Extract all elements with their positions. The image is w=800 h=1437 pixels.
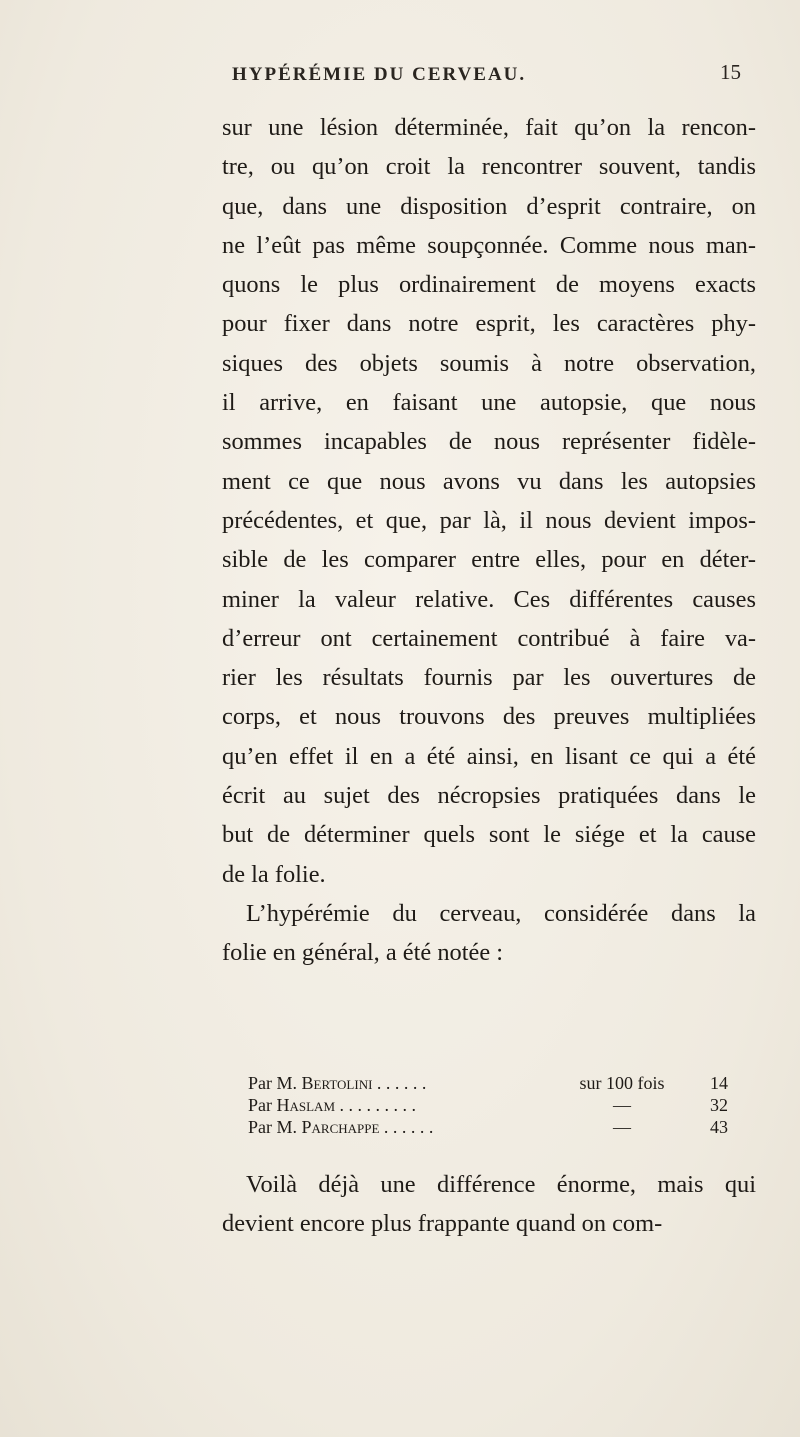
running-title: HYPÉRÉMIE DU CERVEAU. [232,64,527,85]
text-line: ment ce que nous avons vu dans les autopsies [222,467,756,495]
text-line: miner la valeur relative. Ces différentes causes [222,585,756,613]
table-row [248,1072,768,1094]
text-line: écrit au sujet des nécropsies pratiquées dans le [222,782,756,810]
text-line: devient encore plus frappante quand on com- [222,1210,663,1238]
text-line: sur une lésion déterminée, fait qu’on la rencon- [222,114,756,141]
text-line: rier les résultats fournis par les ouvertures de [222,664,756,692]
text-line: de la folie. [222,860,326,888]
text-line: but de déterminer quels sont le siége et la cause [222,821,756,849]
basis-cell: — [613,1095,631,1115]
text-line: Voilà déjà une différence énorme, mais qui [246,1171,756,1198]
page-number: 15 [720,60,741,84]
text-line: d’erreur ont certainement contribué à faire va- [222,624,756,652]
author-name: Bertolini [301,1073,373,1093]
text-line: précédentes, et que, par là, il nous devient impos- [222,506,756,534]
text-line: que, dans une disposition d’esprit contraire, on [222,192,756,220]
author-cell: Par M. Parchappe . . . . . . [248,1117,434,1137]
text-line: siques des objets soumis à notre observation, [222,349,756,377]
author-name: Parchappe [301,1117,380,1137]
value-cell: 43 [710,1117,728,1137]
text-line: corps, et nous trouvons des preuves multipliées [222,703,756,731]
closing-paragraph [222,1165,756,1244]
text-line: il arrive, en faisant une autopsie, que nous [222,389,756,417]
author-name: Haslam [276,1095,336,1115]
paragraph-text [222,108,756,973]
text-line: ne l’eût pas même soupçonnée. Comme nous man- [222,231,756,259]
text-line: L’hypérémie du cerveau, considérée dans la [246,899,756,927]
basis-cell: — [613,1117,631,1137]
table-row [248,1094,768,1116]
text-line: sible de les comparer entre elles, pour en déter- [222,546,756,574]
statistics-table [248,1072,768,1138]
value-cell: 32 [710,1095,728,1115]
author-cell: Par M. Bertolini . . . . . . [248,1073,427,1093]
author-cell: Par Haslam . . . . . . . . . [248,1095,417,1115]
table-row [248,1116,768,1138]
text-line: pour fixer dans notre esprit, les caractères phy- [222,310,756,338]
text-line: tre, ou qu’on croit la rencontrer souvent, tandis [222,153,756,181]
text-line: quons le plus ordinairement de moyens exacts [222,271,756,299]
text-line: sommes incapables de nous représenter fidèle- [222,428,756,456]
text-line: qu’en effet il en a été ainsi, en lisant ce qui a été [222,742,756,770]
basis-cell: sur 100 fois [579,1073,665,1093]
text-line: folie en général, a été notée : [222,939,504,967]
value-cell: 14 [710,1073,728,1093]
